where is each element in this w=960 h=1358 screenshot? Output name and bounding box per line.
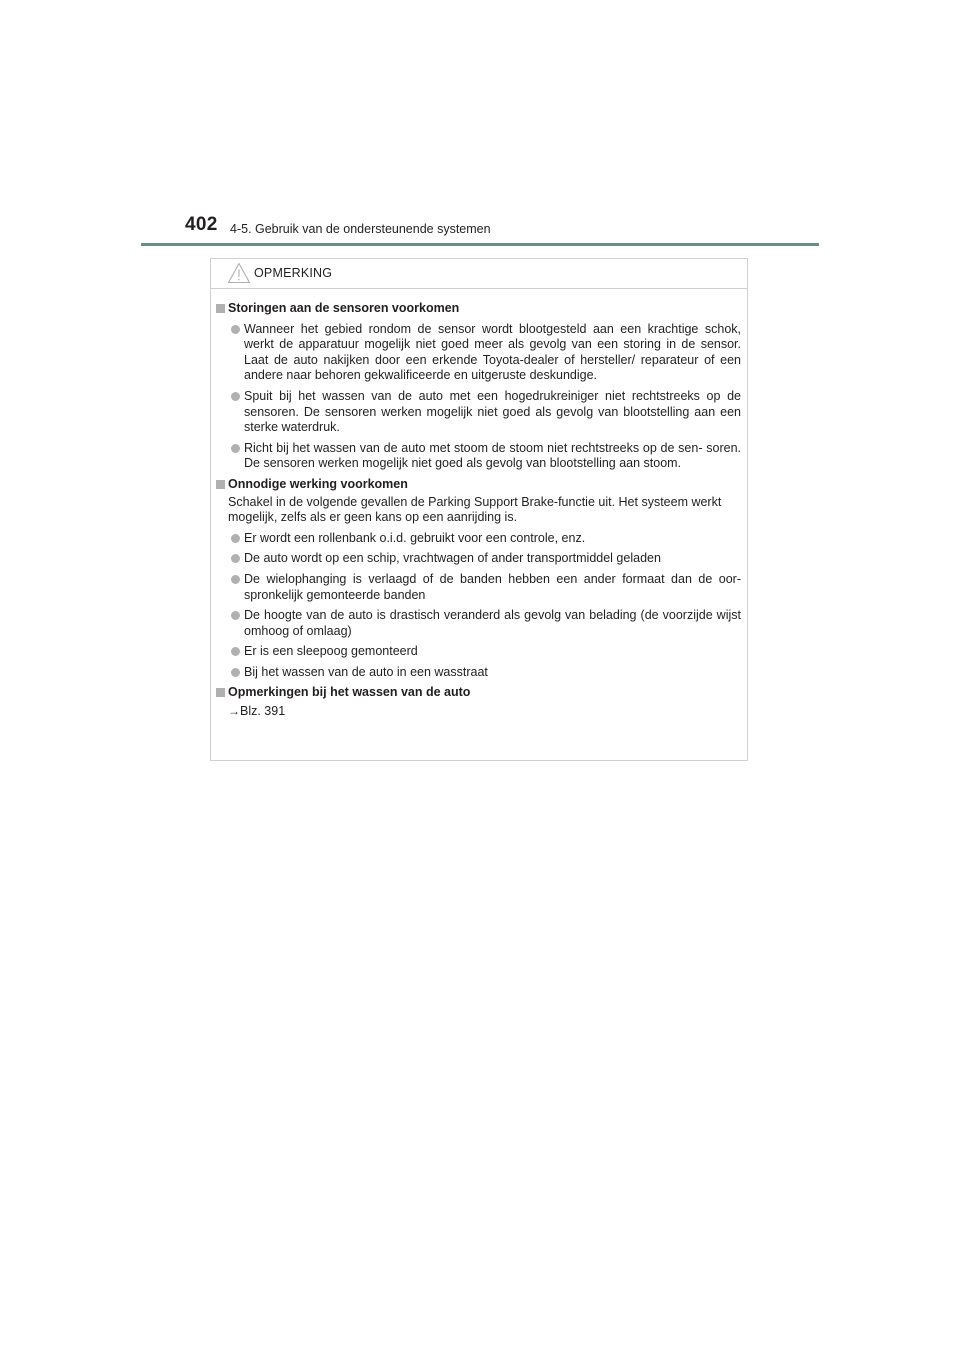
arrow-right-icon: → bbox=[228, 704, 240, 719]
list-item: De wielophanging is verlaagd of de banden hebben een ander formaat dan de oor- spronkelijk gemonteerde banden bbox=[215, 572, 741, 603]
list-item: Bij het wassen van de auto in een wasstraat bbox=[215, 665, 741, 681]
notice-header bbox=[211, 259, 747, 289]
notice-title: OPMERKING bbox=[254, 266, 333, 280]
list-item: Er wordt een rollenbank o.i.d. gebruikt voor een controle, enz. bbox=[215, 531, 741, 547]
round-bullet-icon bbox=[231, 611, 240, 620]
list-item: De hoogte van de auto is drastisch veranderd als gevolg van belading (de voorzijde wijst omhoog of omlaag) bbox=[215, 608, 741, 639]
list-item: Wanneer het gebied rondom de sensor wordt blootgesteld aan een krachtige schok, werkt de apparatuur mogelijk niet goed meer als gevolg van een storing in de sensor. Laat de auto nakijken door een erkende Toyota-dealer of hersteller/ reparateur of een andere naar behoren gekwalificeerde en uitgeruste deskundige. bbox=[215, 322, 741, 384]
warning-icon bbox=[227, 262, 251, 284]
notice-body bbox=[211, 289, 747, 720]
page-reference-link[interactable]: Blz. 391 bbox=[240, 704, 286, 719]
list-item: Richt bij het wassen van de auto met stoom de stoom niet rechtstreeks op de sen- soren. De sensoren werken mogelijk niet goed als gevolg van blootstelling aan stoom. bbox=[215, 441, 741, 472]
round-bullet-icon bbox=[231, 534, 240, 543]
section-intro: Schakel in de volgende gevallen de Parking Support Brake-functie uit. Het systeem werkt mogelijk, zelfs als er geen kans op een aanrijding is. bbox=[228, 494, 722, 525]
round-bullet-icon bbox=[231, 575, 240, 584]
section-heading: Opmerkingen bij het wassen van de auto bbox=[215, 685, 741, 701]
section-title: 4-5. Gebruik van de ondersteunende systemen bbox=[230, 222, 491, 236]
square-bullet-icon bbox=[216, 304, 225, 313]
page-number: 402 bbox=[185, 214, 218, 235]
round-bullet-icon bbox=[231, 554, 240, 563]
section-heading: Storingen aan de sensoren voorkomen bbox=[215, 301, 741, 317]
section-heading: Onnodige werking voorkomen bbox=[215, 477, 741, 493]
square-bullet-icon bbox=[216, 480, 225, 489]
round-bullet-icon bbox=[231, 444, 240, 453]
round-bullet-icon bbox=[231, 392, 240, 401]
round-bullet-icon bbox=[231, 647, 240, 656]
round-bullet-icon bbox=[231, 325, 240, 334]
list-item: Spuit bij het wassen van de auto met een hogedrukreiniger niet rechtstreeks op de sensoren. De sensoren werken mogelijk niet goed als gevolg van blootstelling aan een sterke waterdruk. bbox=[215, 389, 741, 436]
round-bullet-icon bbox=[231, 668, 240, 677]
square-bullet-icon bbox=[216, 688, 225, 697]
list-item: De auto wordt op een schip, vrachtwagen of ander transportmiddel geladen bbox=[215, 551, 741, 567]
list-item: Er is een sleepoog gemonteerd bbox=[215, 644, 741, 660]
header-rule bbox=[141, 243, 819, 246]
notice-box bbox=[210, 258, 748, 761]
page-reference bbox=[215, 704, 741, 720]
